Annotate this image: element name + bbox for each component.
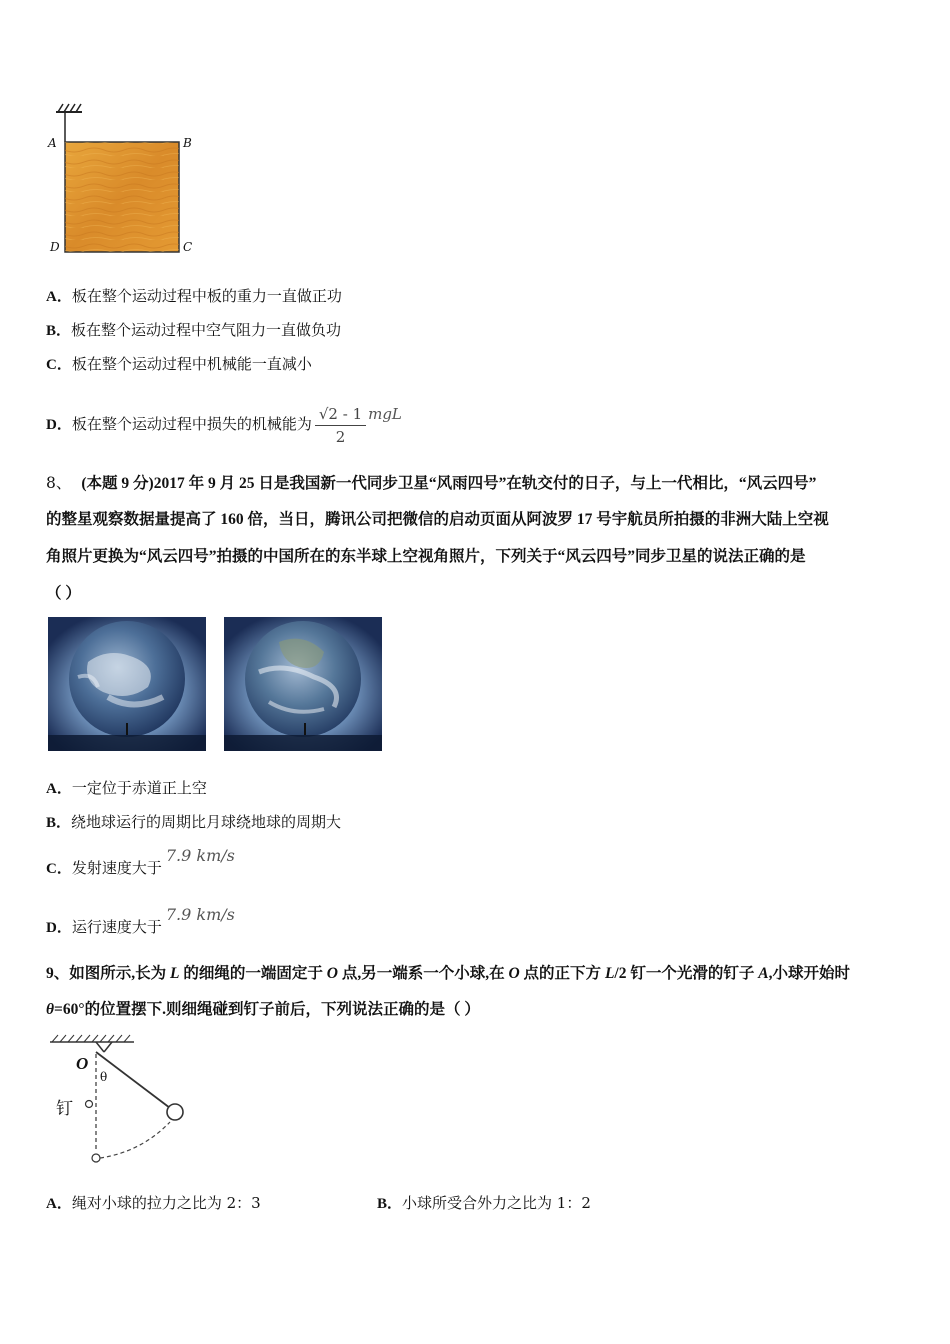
q7-option-d-denominator: 2	[335, 427, 346, 446]
q8-option-c-math: 7.9 km/s	[165, 846, 235, 865]
q7-option-d-fraction	[315, 405, 366, 446]
q7-option-c-label: C．	[46, 357, 72, 373]
q7-option-a-text: 板在整个运动过程中板的重力一直做正功	[71, 287, 342, 305]
earth-photo-2-image	[224, 617, 382, 751]
q9-option-a	[46, 1193, 261, 1214]
q8-stem-line-2: 的整星观察数据量提高了 160 倍，当日，腾讯公司把微信的启动页面从阿波罗 17 号宇航员所拍摄的非洲大陆上空视	[46, 511, 829, 528]
q7-option-b-text: 板在整个运动过程中空气阻力一直做负功	[71, 321, 342, 339]
board-corner-label-b: B	[183, 136, 192, 150]
q9-stem-line-2	[46, 1000, 480, 1020]
q9-line-1-O: O	[326, 965, 338, 982]
board-corner-label-c: C	[183, 240, 193, 254]
q7-option-a-label: A．	[46, 289, 72, 305]
q7-option-b-label: B．	[46, 323, 72, 339]
q9-stem-line-1	[46, 964, 850, 984]
q9-line-1-L: L	[170, 965, 180, 982]
earth-photo-2	[224, 617, 382, 751]
q7-option-d	[46, 392, 402, 447]
q9-line-1-L2: L	[604, 965, 615, 982]
q9-option-a-label: A．	[46, 1196, 72, 1212]
q9-line-1-d: 点的正下方	[519, 965, 605, 982]
q7-option-d-text: 板在整个运动过程中损失的机械能为	[71, 415, 312, 433]
pendulum-figure	[46, 1032, 216, 1172]
board-corner-label-a: A	[48, 136, 57, 150]
q8-option-a-text: 一定位于赤道正上空	[71, 779, 207, 797]
q8-option-d-label: D．	[46, 920, 72, 936]
q7-option-d-label: D．	[46, 417, 72, 433]
q7-option-d-numerator: √2 - 1	[315, 405, 366, 426]
q8-stem-line-4: （ ）	[46, 585, 81, 602]
pendulum-label-nail: 钉	[56, 1099, 73, 1119]
q8-option-a	[46, 778, 207, 799]
q8-number: 8、	[46, 474, 72, 492]
q8-option-a-label: A．	[46, 781, 72, 797]
q9-line-2-rest: =60°的位置摆下.则细绳碰到钉子前后，下列说法正确的是（ ）	[54, 1001, 480, 1018]
q9-line-1-b: 的细绳的一端固定于	[179, 965, 327, 982]
q8-option-c-label: C．	[46, 861, 72, 877]
q9-line-2-theta: θ	[46, 1001, 55, 1018]
board-corner-label-d: D	[50, 240, 60, 254]
board-diagram	[44, 96, 204, 261]
q8-stem-line-1	[46, 473, 816, 494]
q8-option-b-label: B．	[46, 815, 72, 831]
q9-option-a-text: 绳对小球的拉力之比为 2：3	[71, 1194, 261, 1212]
q9-option-b-label: B．	[377, 1196, 403, 1212]
q8-stem-line-3: 角照片更换为“风云四号”拍摄的中国所在的东半球上空视角照片，下列关于“风云四号”同步卫星的说法正确的是	[46, 548, 806, 565]
q7-option-c-text: 板在整个运动过程中机械能一直减小	[71, 355, 312, 373]
q7-option-d-tail: mgL	[368, 405, 402, 423]
pendulum-label-o: O	[76, 1054, 89, 1073]
q9-line-1-O2: O	[508, 965, 520, 982]
q7-option-a	[46, 286, 342, 307]
q7-option-b	[46, 320, 341, 341]
q8-option-d-math: 7.9 km/s	[165, 905, 235, 924]
q7-option-c	[46, 354, 312, 375]
q8-score: (本题 9 分)	[81, 475, 154, 492]
q9-line-1-A: A	[758, 965, 769, 982]
earth-photo-1-image	[48, 617, 206, 751]
q9-line-1-a: 9、如图所示,长为	[46, 965, 171, 982]
q8-option-c-text: 发射速度大于	[71, 859, 162, 877]
q9-line-1-e: /2 钉一个光滑的钉子	[614, 965, 759, 982]
q8-option-c	[46, 846, 235, 879]
q8-option-d-text: 运行速度大于	[71, 918, 162, 936]
pendulum-label-theta: θ	[100, 1070, 108, 1084]
q9-line-1-f: ,小球开始时	[768, 965, 850, 982]
earth-photo-1	[48, 617, 206, 751]
q8-line-1-text: 2017 年 9 月 25 日是我国新一代同步卫星“风雨四号”在轨交付的日子，与上一代相比，“风云四号”	[153, 475, 817, 492]
q9-option-b	[377, 1193, 591, 1214]
board-figure	[44, 96, 204, 261]
q9-line-1-c: 点,另一端系一个小球,在	[337, 965, 509, 982]
q9-option-b-text: 小球所受合外力之比为 1：2	[402, 1194, 591, 1212]
q8-option-b	[46, 812, 341, 833]
q8-option-b-text: 绕地球运行的周期比月球绕地球的周期大	[71, 813, 342, 831]
q8-option-d	[46, 905, 235, 938]
